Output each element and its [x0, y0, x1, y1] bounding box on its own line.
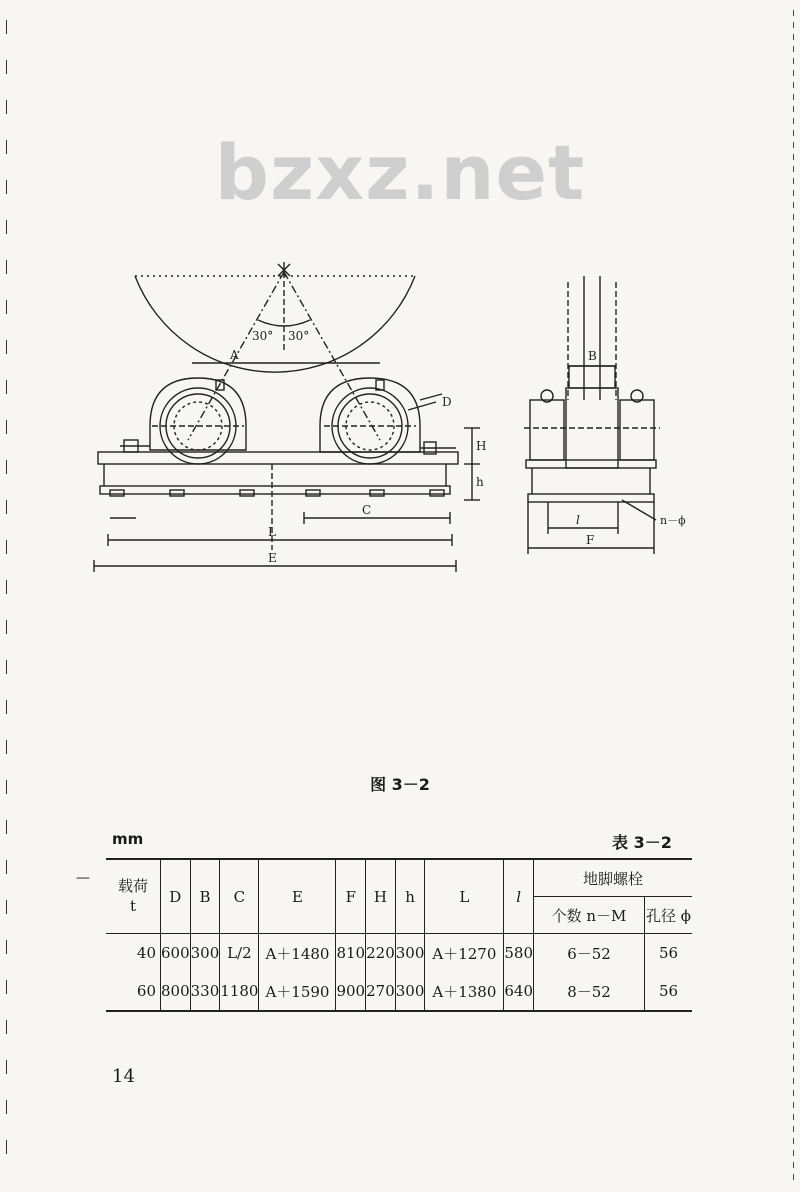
cell-L: A＋1270: [425, 934, 504, 973]
page-number: 14: [112, 1066, 135, 1087]
cell-F: 900: [336, 972, 366, 1011]
cell-bore: 56: [645, 972, 692, 1011]
header-E: E: [259, 859, 336, 934]
roller-support-drawing: [80, 250, 720, 590]
label-l: l: [576, 513, 580, 527]
cell-L: A＋1380: [425, 972, 504, 1011]
label-angle-right: 30°: [288, 329, 310, 343]
label-H: H: [476, 439, 487, 453]
dim-nphi-leader: [622, 500, 656, 520]
label-L: L: [268, 525, 276, 539]
left-roller-assembly: [120, 378, 246, 464]
margin-dash: —: [76, 870, 90, 886]
table-title: 表 3－2: [612, 833, 672, 852]
cell-h: 300: [395, 934, 425, 973]
unit-label: mm: [112, 830, 144, 848]
cell-bolt-count: 6－52: [534, 934, 645, 973]
dim-D-leader: [408, 402, 436, 410]
header-C: C: [220, 859, 259, 934]
cell-load: 60: [106, 972, 161, 1011]
cell-B: 300: [190, 934, 220, 973]
cell-bolt-count: 8－52: [534, 972, 645, 1011]
cell-C: 1180: [220, 972, 259, 1011]
header-F: F: [336, 859, 366, 934]
header-bore-diameter: 孔径 ϕ: [645, 897, 692, 934]
cell-load: 40: [106, 934, 161, 973]
header-load: 载荷 t: [106, 859, 161, 934]
cell-H: 220: [366, 934, 396, 973]
ray-right: [284, 272, 380, 440]
table-row: [106, 934, 692, 973]
header-bolt-count: 个数 n－M: [534, 897, 645, 934]
side-view: [524, 276, 660, 554]
header-B: B: [190, 859, 220, 934]
watermark: bzxz.net: [214, 128, 586, 217]
cell-E: A＋1590: [259, 972, 336, 1011]
figure-caption: 图 3－2: [370, 775, 430, 794]
label-F: F: [586, 533, 595, 547]
label-C: C: [362, 503, 372, 517]
header-h: h: [395, 859, 425, 934]
header-l: l: [504, 859, 534, 934]
cell-l: 640: [504, 972, 534, 1011]
cell-D: 800: [161, 972, 191, 1011]
cell-C: L/2: [220, 934, 259, 973]
table-row: [106, 972, 692, 1011]
cell-bore: 56: [645, 934, 692, 973]
spec-table: [106, 858, 692, 1012]
label-n-phi: n－ϕ: [660, 514, 686, 527]
label-B: B: [588, 349, 597, 363]
label-D: D: [442, 395, 452, 409]
base-frame: [98, 452, 458, 550]
label-h: h: [476, 475, 484, 489]
cell-B: 330: [190, 972, 220, 1011]
header-D: D: [161, 859, 191, 934]
header-H: H: [366, 859, 396, 934]
label-A: A: [230, 348, 239, 362]
right-roller-assembly: [320, 378, 456, 464]
cell-h: 300: [395, 972, 425, 1011]
cell-H: 270: [366, 972, 396, 1011]
label-E: E: [268, 551, 277, 565]
header-anchor-bolts: 地脚螺栓: [534, 859, 692, 897]
cell-F: 810: [336, 934, 366, 973]
label-angle-left: 30°: [252, 329, 274, 343]
cell-E: A＋1480: [259, 934, 336, 973]
header-L: L: [425, 859, 504, 934]
vessel-arc: [135, 276, 415, 372]
cell-D: 600: [161, 934, 191, 973]
cell-l: 580: [504, 934, 534, 973]
